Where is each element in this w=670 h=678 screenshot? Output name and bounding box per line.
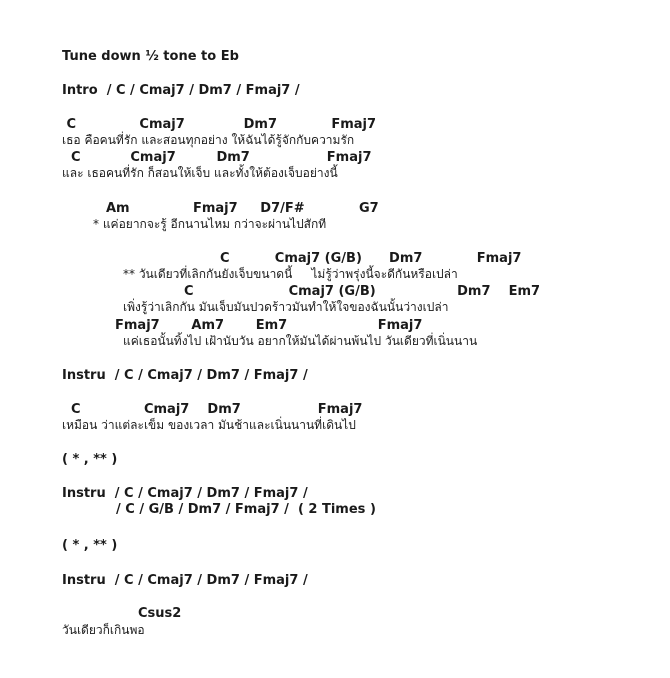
verse1-chords-2: C Cmaj7 Dm7 Fmaj7 bbox=[62, 150, 372, 165]
verse2-chords: C Cmaj7 Dm7 Fmaj7 bbox=[62, 402, 363, 417]
prechorus-chords: Am Fmaj7 D7/F# G7 bbox=[106, 201, 379, 216]
verse1-lyric-2: และ เธอคนที่รัก ก็สอนให้เจ็บ และทั้งให้ต้องเจ็บอย่างนี้ bbox=[62, 166, 338, 180]
verse1-lyric-1: เธอ คือคนที่รัก และสอนทุกอย่าง ให้ฉันได้รู้จักกับความรัก bbox=[62, 133, 355, 147]
repeat-marker-1: ( * , ** ) bbox=[62, 452, 118, 467]
outro-chord: Csus2 bbox=[138, 606, 182, 621]
chorus-lyric-3: แค่เธอนั้นทิ้งไป เฝ้านับวัน อยากให้มันได้ผ่านพ้นไป วันเดียวที่เนิ่นนาน bbox=[123, 334, 478, 348]
intro-line: Intro / C / Cmaj7 / Dm7 / Fmaj7 / bbox=[62, 83, 300, 98]
chorus-chords-1: C Cmaj7 (G/B) Dm7 Fmaj7 bbox=[220, 251, 522, 266]
repeat-marker-2: ( * , ** ) bbox=[62, 538, 118, 553]
chorus-chords-3: Fmaj7 Am7 Em7 Fmaj7 bbox=[115, 318, 423, 333]
outro-lyric: วันเดียวก็เกินพอ bbox=[62, 623, 145, 637]
chorus-lyric-2: เพิ่งรู้ว่าเลิกกัน มันเจ็บมันปวดร้าวมันทำให้ใจของฉันนั้นว่างเปล่า bbox=[123, 300, 449, 314]
tuning-title: Tune down ½ tone to Eb bbox=[62, 49, 239, 64]
instru-line-2: Instru / C / Cmaj7 / Dm7 / Fmaj7 / bbox=[62, 486, 308, 501]
chorus-chords-2: C Cmaj7 (G/B) Dm7 Em7 bbox=[184, 284, 541, 299]
verse1-chords-1: C Cmaj7 Dm7 Fmaj7 bbox=[62, 117, 377, 132]
instru-line-1: Instru / C / Cmaj7 / Dm7 / Fmaj7 / bbox=[62, 368, 308, 383]
verse2-lyric: เหมือน ว่าแต่ละเข็ม ของเวลา มันช้าและเนิ่นนานที่เดินไป bbox=[62, 418, 356, 432]
prechorus-lyric: * แค่อยากจะรู้ อีกนานไหม กว่าจะผ่านไปสักที bbox=[93, 217, 327, 231]
instru-line-3: Instru / C / Cmaj7 / Dm7 / Fmaj7 / bbox=[62, 573, 308, 588]
instru-line-2b: / C / G/B / Dm7 / Fmaj7 / ( 2 Times ) bbox=[116, 502, 376, 517]
chorus-lyric-1: ** วันเดียวที่เลิกกันยังเจ็บขนาดนี้ ไม่รู้ว่าพรุ่งนี้จะดีกันหรือเปล่า bbox=[123, 267, 458, 281]
